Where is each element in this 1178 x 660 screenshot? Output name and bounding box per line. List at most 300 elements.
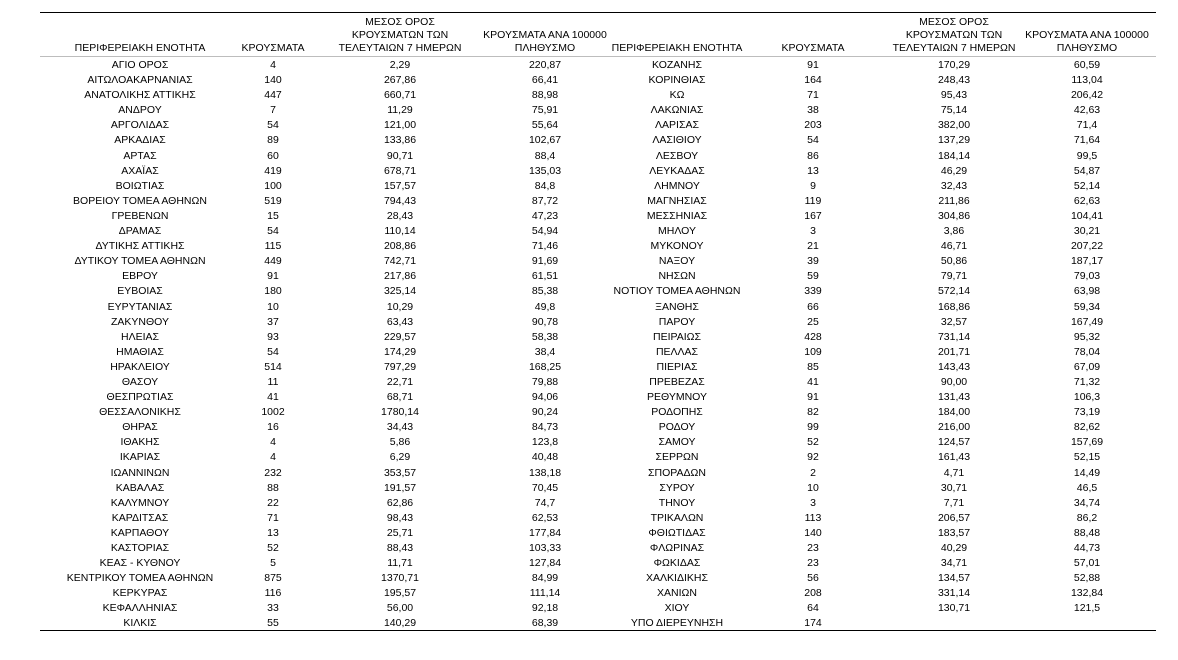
left-avg7-cell: 5,86 [389, 436, 411, 449]
right-region-cell: ΛΗΜΝΟΥ [654, 179, 700, 192]
left-cases-cell: 449 [264, 255, 282, 268]
right-region-cell: ΧΑΝΙΩΝ [657, 587, 697, 600]
left-region-cell: ΘΗΡΑΣ [122, 421, 158, 434]
left-region-cell: ΕΥΒΟΙΑΣ [117, 285, 163, 298]
right-region-cell: ΡΟΔΟΥ [658, 421, 696, 434]
left-region-cell: ΒΟΙΩΤΙΑΣ [115, 179, 165, 192]
right-region-cell: ΜΗΛΟΥ [658, 225, 696, 238]
right-avg7-cell: 216,00 [937, 421, 971, 434]
right-per100k-cell: 71,64 [1073, 134, 1101, 147]
left-cases-cell: 52 [267, 542, 279, 554]
left-avg7-cell: 660,71 [383, 89, 417, 102]
header-region-right: ΠΕΡΙΦΕΡΕΙΑΚΗ ΕΝΟΤΗΤΑ [611, 42, 743, 54]
left-region-cell: ΗΜΑΘΙΑΣ [116, 345, 164, 358]
table-row [40, 315, 1156, 330]
left-region-cell: ΑΡΤΑΣ [123, 149, 157, 162]
left-region-cell: ΚΙΛΚΙΣ [123, 617, 157, 630]
left-cases-cell: 232 [264, 466, 282, 479]
right-avg7-cell: 50,86 [940, 255, 968, 268]
left-region-cell: ΚΕΡΚΥΡΑΣ [112, 587, 168, 600]
right-per100k-cell: 52,15 [1073, 451, 1101, 464]
right-cases-cell: 2 [810, 466, 816, 479]
right-cases-cell: 3 [810, 225, 816, 238]
left-per100k-cell: 220,87 [528, 59, 562, 71]
right-avg7-cell: 7,71 [943, 496, 965, 509]
table-row [40, 420, 1156, 435]
left-avg7-cell: 63,43 [386, 315, 414, 328]
right-avg7-cell: 124,57 [937, 436, 971, 449]
left-per100k-cell: 84,99 [531, 572, 559, 585]
left-cases-cell: 55 [267, 617, 279, 630]
right-cases-cell: 85 [807, 360, 819, 373]
left-region-cell: ΙΚΑΡΙΑΣ [119, 451, 161, 464]
left-region-cell: ΙΘΑΚΗΣ [120, 436, 160, 449]
right-cases-cell: 13 [807, 164, 819, 177]
right-per100k-cell: 86,2 [1076, 511, 1098, 524]
left-region-cell: ΖΑΚΥΝΘΟΥ [110, 315, 169, 328]
left-cases-cell: 116 [264, 587, 282, 600]
right-per100k-cell: 14,49 [1073, 466, 1101, 479]
right-cases-cell: 428 [804, 330, 822, 343]
right-cases-cell: 54 [807, 134, 819, 147]
table-row [40, 224, 1156, 239]
right-per100k-cell: 88,48 [1073, 526, 1101, 539]
right-cases-cell: 38 [807, 104, 819, 117]
left-per100k-cell: 91,69 [531, 255, 559, 268]
right-region-cell: ΡΟΔΟΠΗΣ [651, 406, 703, 419]
left-cases-cell: 4 [270, 436, 276, 449]
left-region-cell: ΔΥΤΙΚΗΣ ΑΤΤΙΚΗΣ [95, 240, 185, 253]
right-avg7-cell: 4,71 [943, 466, 965, 479]
table-row [40, 541, 1156, 556]
right-cases-cell: 174 [804, 617, 822, 630]
right-per100k-cell: 62,63 [1073, 194, 1101, 207]
right-cases-cell: 9 [810, 179, 816, 192]
table-row [40, 511, 1156, 526]
left-region-cell: ΑΝΑΤΟΛΙΚΗΣ ΑΤΤΙΚΗΣ [84, 89, 196, 102]
left-avg7-cell: 140,29 [383, 617, 417, 630]
left-per100k-cell: 71,46 [531, 240, 559, 253]
left-region-cell: ΕΒΡΟΥ [122, 270, 158, 283]
left-per100k-cell: 55,64 [531, 119, 559, 132]
right-avg7-cell: 34,71 [940, 557, 968, 570]
right-per100k-cell: 52,14 [1073, 179, 1101, 192]
table-row [40, 209, 1156, 224]
right-region-cell: ΞΑΝΘΗΣ [655, 300, 699, 313]
right-per100k-cell: 113,04 [1071, 74, 1103, 87]
right-avg7-cell: 170,29 [937, 59, 971, 71]
left-cases-cell: 93 [267, 330, 279, 343]
right-cases-cell: 59 [807, 270, 819, 283]
right-per100k-cell: 71,4 [1076, 119, 1098, 132]
header-avg7-left: ΜΕΣΟΣ ΟΡΟΣ ΚΡΟΥΣΜΑΤΩΝ ΤΩΝ ΤΕΛΕΥΤΑΙΩΝ 7 ΗΜΕΡΩΝ [338, 16, 462, 54]
left-per100k-cell: 40,48 [531, 451, 559, 464]
left-per100k-cell: 66,41 [531, 74, 559, 87]
left-avg7-cell: 110,14 [384, 225, 416, 238]
right-avg7-cell: 248,43 [937, 74, 971, 87]
table-row [40, 375, 1156, 390]
left-region-cell: ΚΑΡΔΙΤΣΑΣ [111, 511, 169, 524]
left-avg7-cell: 157,57 [383, 179, 417, 192]
right-cases-cell: 140 [804, 526, 822, 539]
left-region-cell: ΕΥΡΥΤΑΝΙΑΣ [107, 300, 173, 313]
left-per100k-cell: 70,45 [531, 481, 559, 494]
right-region-cell: ΤΡΙΚΑΛΩΝ [650, 511, 704, 524]
left-region-cell: ΗΛΕΙΑΣ [120, 330, 159, 343]
left-per100k-cell: 61,51 [531, 270, 559, 283]
right-avg7-cell: 3,86 [943, 225, 965, 238]
right-avg7-cell: 130,71 [937, 602, 971, 615]
right-per100k-cell: 157,69 [1070, 436, 1104, 449]
left-region-cell: ΙΩΑΝΝΙΝΩΝ [110, 466, 170, 479]
left-per100k-cell: 54,94 [531, 225, 559, 238]
right-cases-cell: 25 [807, 315, 819, 328]
table-row [40, 194, 1156, 209]
left-avg7-cell: 797,29 [383, 360, 417, 373]
table-row [40, 481, 1156, 496]
left-avg7-cell: 794,43 [383, 194, 417, 207]
right-region-cell: ΦΘΙΩΤΙΔΑΣ [648, 526, 706, 539]
table-row [40, 345, 1156, 360]
right-region-cell: ΛΑΚΩΝΙΑΣ [650, 104, 704, 117]
right-cases-cell: 339 [804, 285, 822, 298]
right-per100k-cell: 106,3 [1073, 391, 1101, 404]
table-row [40, 269, 1156, 284]
header-rule [40, 56, 1156, 57]
left-cases-cell: 89 [267, 134, 279, 147]
right-avg7-cell: 46,71 [940, 240, 968, 253]
left-cases-cell: 115 [264, 240, 282, 253]
right-avg7-cell: 382,00 [937, 119, 971, 132]
left-per100k-cell: 68,39 [531, 617, 559, 630]
right-cases-cell: 203 [804, 119, 822, 132]
right-cases-cell: 167 [804, 209, 822, 222]
right-region-cell: ΜΥΚΟΝΟΥ [650, 240, 704, 253]
table-row [40, 526, 1156, 541]
right-region-cell: ΣΕΡΡΩΝ [655, 451, 699, 464]
left-avg7-cell: 11,29 [387, 104, 413, 117]
right-region-cell: ΧΙΟΥ [664, 602, 690, 615]
right-cases-cell: 91 [807, 59, 819, 71]
left-per100k-cell: 94,06 [531, 391, 559, 404]
right-avg7-cell: 46,29 [940, 164, 968, 177]
right-region-cell: ΣΠΟΡΑΔΩΝ [648, 466, 706, 479]
left-cases-cell: 514 [264, 360, 282, 373]
right-avg7-cell: 131,43 [937, 391, 971, 404]
left-per100k-cell: 127,84 [528, 557, 562, 570]
table-row [40, 164, 1156, 179]
header-per100k-right: ΚΡΟΥΣΜΑΤΑ ΑΝΑ 100000 ΠΛΗΘΥΣΜΟ [1025, 29, 1149, 54]
left-cases-cell: 91 [267, 270, 279, 283]
left-per100k-cell: 123,8 [531, 436, 559, 449]
left-avg7-cell: 267,86 [383, 74, 417, 87]
left-cases-cell: 54 [267, 345, 279, 358]
left-avg7-cell: 195,57 [383, 587, 417, 600]
left-cases-cell: 33 [267, 602, 279, 615]
left-per100k-cell: 88,4 [534, 149, 556, 162]
right-avg7-cell: 75,14 [940, 104, 968, 117]
right-region-cell: ΛΕΣΒΟΥ [655, 149, 699, 162]
right-avg7-cell: 30,71 [940, 481, 968, 494]
left-cases-cell: 41 [267, 391, 279, 404]
right-avg7-cell: 572,14 [937, 285, 971, 298]
left-avg7-cell: 11,71 [387, 557, 413, 570]
table-row [40, 330, 1156, 345]
left-cases-cell: 180 [264, 285, 282, 298]
left-region-cell: ΘΑΣΟΥ [121, 375, 159, 388]
left-avg7-cell: 678,71 [383, 164, 417, 177]
right-cases-cell: 10 [807, 481, 819, 494]
left-region-cell: ΚΕΑΣ - ΚΥΘΝΟΥ [99, 557, 181, 570]
left-cases-cell: 16 [267, 421, 279, 434]
left-per100k-cell: 62,53 [531, 511, 559, 524]
table-row [40, 556, 1156, 571]
right-per100k-cell: 44,73 [1073, 542, 1101, 554]
table-row [40, 466, 1156, 481]
table-row [40, 496, 1156, 511]
left-avg7-cell: 191,57 [383, 481, 417, 494]
right-avg7-cell: 168,86 [937, 300, 971, 313]
left-avg7-cell: 742,71 [383, 255, 417, 268]
right-per100k-cell: 104,41 [1070, 209, 1104, 222]
right-per100k-cell: 59,34 [1073, 300, 1101, 313]
left-avg7-cell: 68,71 [386, 391, 414, 404]
table-row [40, 405, 1156, 420]
left-region-cell: ΚΑΣΤΟΡΙΑΣ [110, 542, 170, 554]
table-row [40, 103, 1156, 118]
right-per100k-cell: 42,63 [1073, 104, 1101, 117]
right-per100k-cell: 187,17 [1070, 255, 1104, 268]
left-per100k-cell: 88,98 [531, 89, 559, 102]
left-avg7-cell: 325,14 [383, 285, 417, 298]
right-cases-cell: 99 [807, 421, 819, 434]
left-avg7-cell: 121,00 [383, 119, 417, 132]
right-region-cell: ΝΗΣΩΝ [658, 270, 696, 283]
table-header [40, 14, 1156, 56]
left-avg7-cell: 22,71 [386, 375, 414, 388]
left-avg7-cell: 174,29 [383, 345, 417, 358]
right-per100k-cell: 206,42 [1070, 89, 1104, 102]
right-cases-cell: 3 [810, 496, 816, 509]
right-region-cell: ΝΟΤΙΟΥ ΤΟΜΕΑ ΑΘΗΝΩΝ [613, 285, 741, 298]
left-per100k-cell: 168,25 [528, 360, 562, 373]
left-per100k-cell: 85,38 [531, 285, 559, 298]
right-avg7-cell: 95,43 [940, 89, 968, 102]
right-per100k-cell: 54,87 [1073, 164, 1101, 177]
left-per100k-cell: 87,72 [531, 194, 559, 207]
right-per100k-cell: 52,88 [1073, 572, 1101, 585]
left-cases-cell: 100 [264, 179, 282, 192]
left-avg7-cell: 88,43 [386, 542, 414, 554]
header-cases-left: ΚΡΟΥΣΜΑΤΑ [241, 42, 305, 54]
right-per100k-cell: 67,09 [1073, 360, 1101, 373]
left-region-cell: ΑΡΚΑΔΙΑΣ [114, 134, 166, 147]
right-region-cell: ΠΡΕΒΕΖΑΣ [649, 375, 705, 388]
left-region-cell: ΗΡΑΚΛΕΙΟΥ [110, 360, 170, 373]
right-region-cell: ΦΩΚΙΔΑΣ [653, 557, 701, 570]
left-avg7-cell: 1780,14 [381, 406, 419, 419]
right-region-cell: ΧΑΛΚΙΔΙΚΗΣ [646, 572, 708, 585]
right-region-cell: ΤΗΝΟΥ [658, 496, 696, 509]
left-region-cell: ΑΙΤΩΛΟΑΚΑΡΝΑΝΙΑΣ [87, 74, 193, 87]
left-cases-cell: 1002 [261, 406, 285, 419]
left-avg7-cell: 28,43 [386, 209, 414, 222]
right-cases-cell: 66 [807, 300, 819, 313]
left-avg7-cell: 25,71 [386, 526, 414, 539]
right-region-cell: ΣΥΡΟΥ [659, 481, 695, 494]
left-region-cell: ΚΑΡΠΑΘΟΥ [110, 526, 170, 539]
right-avg7-cell: 143,43 [937, 360, 971, 373]
left-cases-cell: 875 [264, 572, 282, 585]
right-avg7-cell: 32,57 [940, 315, 968, 328]
left-region-cell: ΚΕΦΑΛΛΗΝΙΑΣ [102, 602, 178, 615]
left-region-cell: ΒΟΡΕΙΟΥ ΤΟΜΕΑ ΑΘΗΝΩΝ [73, 194, 207, 207]
right-avg7-cell: 211,86 [938, 194, 970, 207]
right-per100k-cell: 167,49 [1070, 315, 1104, 328]
right-cases-cell: 91 [807, 391, 819, 404]
table-row [40, 133, 1156, 148]
left-cases-cell: 10 [267, 300, 279, 313]
right-per100k-cell: 121,5 [1073, 602, 1101, 615]
header-per100k-left: ΚΡΟΥΣΜΑΤΑ ΑΝΑ 100000 ΠΛΗΘΥΣΜΟ [483, 29, 607, 54]
left-region-cell: ΑΝΔΡΟΥ [118, 104, 162, 117]
right-avg7-cell: 134,57 [937, 572, 971, 585]
left-avg7-cell: 56,00 [386, 602, 414, 615]
left-per100k-cell: 79,88 [531, 375, 559, 388]
right-cases-cell: 82 [807, 406, 819, 419]
left-region-cell: ΔΥΤΙΚΟΥ ΤΟΜΕΑ ΑΘΗΝΩΝ [74, 255, 206, 268]
right-per100k-cell: 99,5 [1076, 149, 1098, 162]
right-avg7-cell: 206,57 [937, 511, 971, 524]
left-cases-cell: 4 [270, 451, 276, 464]
right-avg7-cell: 184,14 [937, 149, 971, 162]
left-cases-cell: 140 [264, 74, 282, 87]
right-cases-cell: 52 [807, 436, 819, 449]
right-region-cell: ΝΑΞΟΥ [658, 255, 696, 268]
right-region-cell: ΛΑΡΙΣΑΣ [655, 119, 699, 132]
left-region-cell: ΔΡΑΜΑΣ [118, 225, 162, 238]
left-per100k-cell: 103,33 [528, 542, 562, 554]
right-avg7-cell: 32,43 [940, 179, 968, 192]
table-row [40, 601, 1156, 616]
right-avg7-cell: 79,71 [940, 270, 968, 283]
right-per100k-cell: 71,32 [1073, 375, 1101, 388]
left-cases-cell: 519 [264, 194, 282, 207]
right-region-cell: ΛΑΣΙΘΙΟΥ [652, 134, 702, 147]
left-per100k-cell: 138,18 [528, 466, 562, 479]
right-per100k-cell: 132,84 [1070, 587, 1104, 600]
left-per100k-cell: 135,03 [528, 164, 562, 177]
left-cases-cell: 419 [264, 164, 282, 177]
left-cases-cell: 37 [267, 315, 279, 328]
right-region-cell: ΜΕΣΣΗΝΙΑΣ [646, 209, 708, 222]
right-avg7-cell: 161,43 [937, 451, 971, 464]
left-cases-cell: 22 [267, 496, 279, 509]
table-row [40, 435, 1156, 450]
right-avg7-cell: 184,00 [937, 406, 971, 419]
right-cases-cell: 56 [807, 572, 819, 585]
left-per100k-cell: 102,67 [528, 134, 562, 147]
right-per100k-cell: 78,04 [1073, 345, 1101, 358]
right-per100k-cell: 46,5 [1076, 481, 1098, 494]
right-cases-cell: 86 [807, 149, 819, 162]
bottom-rule [40, 630, 1156, 631]
table-row [40, 58, 1156, 73]
right-region-cell: ΚΩ [669, 89, 685, 102]
table-row [40, 360, 1156, 375]
left-cases-cell: 4 [270, 59, 276, 71]
left-cases-cell: 11 [267, 375, 279, 388]
right-avg7-cell: 90,00 [940, 375, 968, 388]
right-region-cell: ΠΕΛΛΑΣ [655, 345, 699, 358]
right-per100k-cell: 60,59 [1073, 59, 1101, 71]
left-region-cell: ΘΕΣΣΑΛΟΝΙΚΗΣ [99, 406, 181, 419]
right-cases-cell: 71 [807, 89, 819, 102]
table-row [40, 300, 1156, 315]
right-cases-cell: 21 [807, 240, 819, 253]
left-per100k-cell: 111,14 [529, 587, 561, 600]
right-avg7-cell: 304,86 [937, 209, 971, 222]
left-cases-cell: 7 [270, 104, 276, 117]
left-cases-cell: 54 [267, 225, 279, 238]
right-region-cell: ΜΑΓΝΗΣΙΑΣ [647, 194, 707, 207]
left-per100k-cell: 75,91 [531, 104, 559, 117]
right-cases-cell: 164 [804, 74, 822, 87]
right-per100k-cell: 95,32 [1073, 330, 1101, 343]
left-avg7-cell: 10,29 [386, 300, 414, 313]
right-avg7-cell: 201,71 [937, 345, 971, 358]
left-region-cell: ΘΕΣΠΡΩΤΙΑΣ [106, 391, 174, 404]
table-row [40, 118, 1156, 133]
right-avg7-cell: 331,14 [937, 587, 971, 600]
right-per100k-cell: 30,21 [1073, 225, 1101, 238]
left-avg7-cell: 98,43 [386, 511, 414, 524]
right-cases-cell: 208 [804, 587, 822, 600]
left-region-cell: ΑΧΑΪΑΣ [121, 164, 159, 177]
right-per100k-cell: 34,74 [1073, 496, 1101, 509]
right-per100k-cell: 73,19 [1073, 406, 1101, 419]
left-avg7-cell: 208,86 [383, 240, 417, 253]
right-per100k-cell: 82,62 [1073, 421, 1101, 434]
left-avg7-cell: 133,86 [383, 134, 417, 147]
left-avg7-cell: 1370,71 [381, 572, 419, 585]
right-per100k-cell: 63,98 [1073, 285, 1101, 298]
right-avg7-cell: 183,57 [937, 526, 971, 539]
right-region-cell: ΛΕΥΚΑΔΑΣ [649, 164, 705, 177]
right-cases-cell: 92 [807, 451, 819, 464]
left-cases-cell: 60 [267, 149, 279, 162]
left-cases-cell: 88 [267, 481, 279, 494]
right-avg7-cell: 731,14 [937, 330, 971, 343]
right-cases-cell: 23 [807, 542, 819, 554]
table-row [40, 390, 1156, 405]
right-per100k-cell: 57,01 [1073, 557, 1101, 570]
left-per100k-cell: 92,18 [531, 602, 559, 615]
right-cases-cell: 113 [804, 511, 822, 524]
left-per100k-cell: 84,73 [531, 421, 559, 434]
left-avg7-cell: 90,71 [386, 149, 414, 162]
right-region-cell: ΚΟΡΙΝΘΙΑΣ [648, 74, 706, 87]
left-region-cell: ΚΑΒΑΛΑΣ [115, 481, 165, 494]
left-per100k-cell: 84,8 [534, 179, 556, 192]
table-row [40, 571, 1156, 586]
right-region-cell: ΣΑΜΟΥ [658, 436, 696, 449]
left-region-cell: ΚΑΛΥΜΝΟΥ [110, 496, 170, 509]
left-avg7-cell: 2,29 [389, 59, 411, 71]
left-avg7-cell: 353,57 [383, 466, 417, 479]
left-per100k-cell: 49,8 [534, 300, 556, 313]
left-per100k-cell: 74,7 [534, 496, 556, 509]
